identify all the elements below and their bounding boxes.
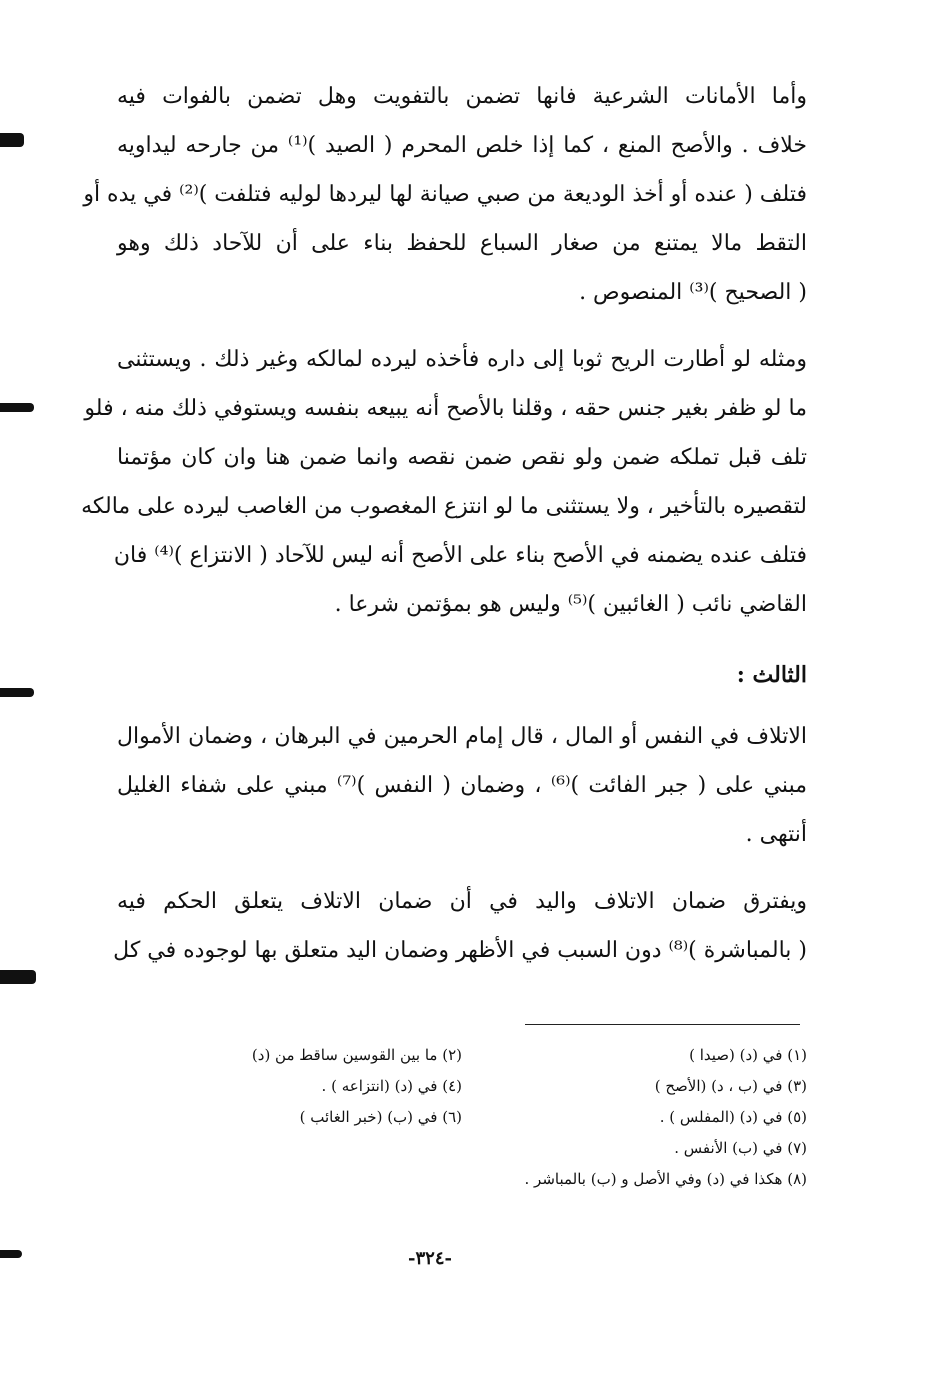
text-line: وأما الأمانات الشرعية فانها تضمن بالتفويت وهل تضمن بالفوات فيه — [117, 84, 807, 109]
footnote-1: (١) في (د) (صيدا ) — [689, 1046, 807, 1064]
text-line: مبني على ( جبر الفائت )⁽⁶⁾ ، وضمان ( النفس )⁽⁷⁾ مبني على شفاء الغليل — [117, 773, 807, 798]
footnote-row — [117, 1133, 807, 1164]
footnote-row — [117, 1164, 807, 1195]
binding-mark — [0, 970, 36, 984]
footnote-row — [117, 1040, 807, 1071]
text-line: القاضي نائب ( الغائبين )⁽⁵⁾ وليس هو بمؤتمن شرعا . — [334, 592, 807, 617]
paragraph-2 — [81, 335, 807, 629]
paragraph-1 — [83, 72, 807, 317]
section-heading: الثالث : — [736, 662, 807, 688]
footnote-row — [117, 1071, 807, 1102]
text-line: الاتلاف في النفس أو المال ، قال إمام الحرمين في البرهان ، وضمان الأموال — [117, 724, 807, 749]
paragraph-gap — [117, 859, 807, 877]
footnote-4: (٤) في (د) (انتزاعه ) . — [321, 1077, 462, 1095]
text-line: ( الصحيح )⁽³⁾ المنصوص . — [579, 280, 807, 305]
text-line: تلف قبل تملكه ضمن ولو نقص ضمن نقصه وانما ضمن هنا وان كان مؤتمنا — [117, 445, 807, 470]
text-line: أنتهى . — [745, 822, 807, 847]
text-line: خلاف . والأصح المنع ، كما إذا خلص المحرم ( الصيد )⁽¹⁾ من جارحه ليداويه — [117, 133, 807, 158]
binding-mark — [0, 403, 34, 412]
paragraph-4 — [113, 877, 807, 975]
binding-mark — [0, 133, 24, 147]
footnote-5: (٥) في (د) (المفلس ) . — [659, 1108, 807, 1126]
binding-mark — [0, 688, 34, 697]
text-line: فتلف ( عنده أو أخذ الوديعة من صبي صيانة لها ليردها لوليه فتلفت )⁽²⁾ في يده أو — [83, 182, 807, 207]
footnote-3: (٣) في (ب ، د) (الأصح ) — [654, 1077, 807, 1095]
text-line: ( بالمباشرة )⁽⁸⁾ دون السبب في الأظهر وضمان اليد متعلق بها لوجوده في كل — [113, 938, 807, 963]
footnote-separator — [525, 1024, 800, 1025]
text-line: لتقصيره بالتأخير ، ولا يستثنى ما لو انتزع المغصوب من الغاصب ليرده على مالكه — [81, 494, 807, 519]
section-gap — [117, 700, 807, 712]
page-number: -٣٢٤- — [408, 1248, 452, 1269]
footnote-row — [117, 1102, 807, 1133]
main-text — [81, 72, 807, 975]
footnotes — [117, 1040, 807, 1195]
text-line: ما لو ظفر بغير جنس حقه ، وقلنا بالأصح أنه يبيعه بنفسه ويستوفي ذلك منه ، فلو — [84, 396, 807, 421]
paragraph-gap — [117, 317, 807, 335]
text-line: ومثله لو أطارت الريح ثوبا إلى داره فأخذه ليرده لمالكه وغير ذلك . ويستثنى — [117, 347, 807, 372]
footnote-7: (٧) في (ب) الأنفس . — [674, 1139, 807, 1157]
footnote-6: (٦) في (ب) (خبر الغائب ) — [299, 1108, 462, 1126]
text-line: التقط مالا يمتنع من صغار السباع للحفظ بناء على أن للآحاد ذلك وهو — [117, 231, 807, 256]
paragraph-3 — [117, 712, 807, 859]
text-line: ويفترق ضمان الاتلاف واليد في أن ضمان الاتلاف يتعلق الحكم فيه — [117, 889, 807, 914]
text-line: فتلف عنده يضمنه في الأصح بناء على الأصح أنه ليس للآحاد ( الانتزاع )⁽⁴⁾ فان — [113, 543, 807, 568]
footnote-8: (٨) هكذا في (د) وفي الأصل و (ب) بالمباشر . — [524, 1170, 807, 1188]
footnote-2: (٢) ما بين القوسين ساقط من (د) — [251, 1046, 462, 1064]
section-gap — [117, 629, 807, 651]
